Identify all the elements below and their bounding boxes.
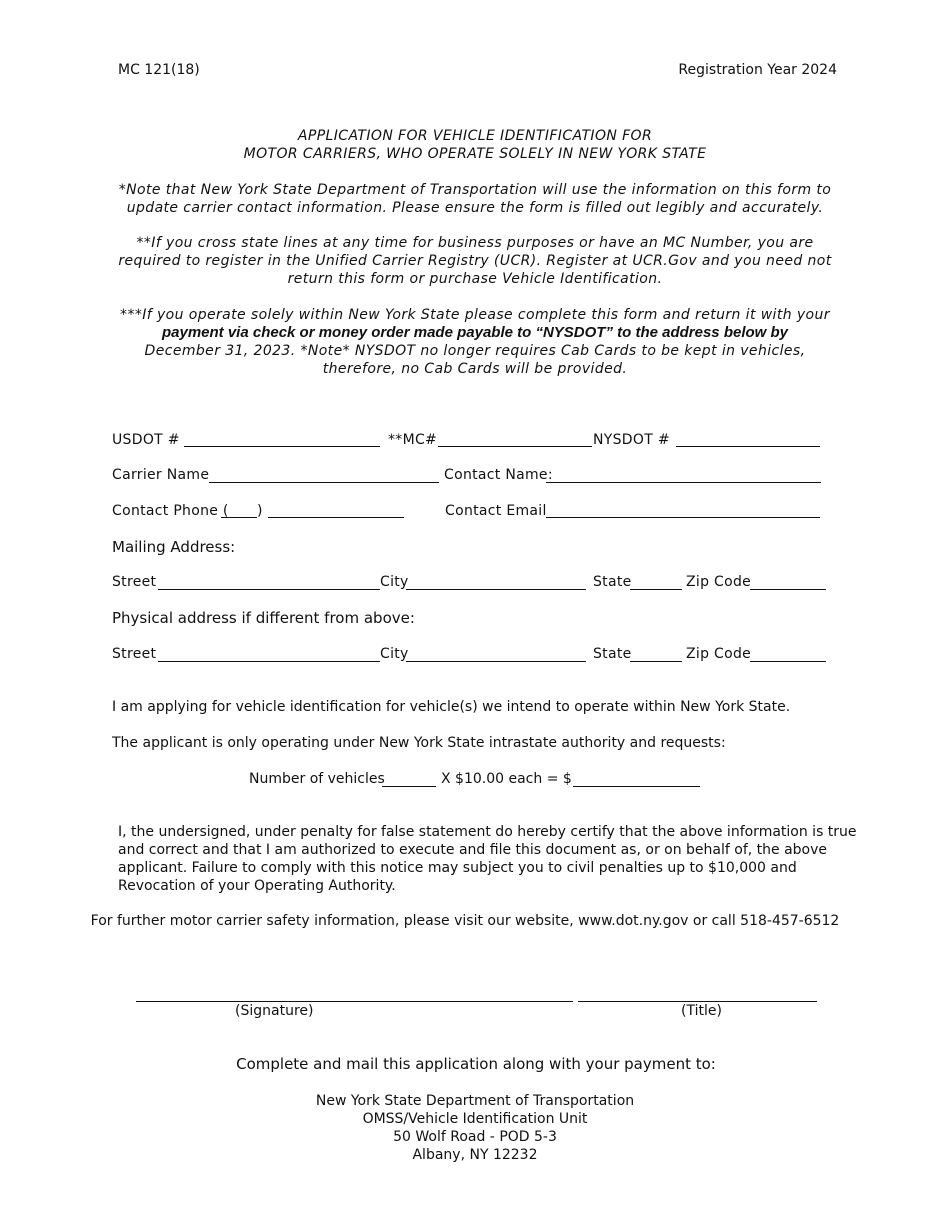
- physical-state-field[interactable]: [630, 661, 682, 662]
- mailing-city-label: City: [380, 574, 409, 590]
- address-line: 50 Wolf Road - POD 5-3: [393, 1129, 557, 1145]
- nysdot-label: NYSDOT #: [593, 432, 670, 448]
- note-line: update carrier contact information. Please ensure the form is filled out legibly and accurately.: [126, 200, 824, 216]
- note-line: return this form or purchase Vehicle Identification.: [287, 271, 663, 287]
- certification-paragraph: [118, 823, 857, 895]
- contact-phone-label: Contact Phone (: [112, 503, 229, 519]
- certification-line: Revocation of your Operating Authority.: [118, 878, 396, 894]
- physical-street-label: Street: [112, 646, 157, 662]
- mailing-zip-label: Zip Code: [686, 574, 752, 590]
- physical-zip-field[interactable]: [750, 661, 826, 662]
- form-title-line: APPLICATION FOR VEHICLE IDENTIFICATION FOR: [297, 128, 653, 144]
- mc-field[interactable]: [438, 446, 592, 447]
- applying-statement: I am applying for vehicle identification for vehicle(s) we intend to operate within New York State.: [112, 699, 791, 715]
- physical-city-label: City: [380, 646, 409, 662]
- mailing-street-label: Street: [112, 574, 157, 590]
- mc-label: **MC#: [388, 432, 438, 448]
- mailing-city-field[interactable]: [406, 589, 586, 590]
- form-title: [0, 127, 950, 163]
- contact-phone-paren: ): [257, 503, 263, 519]
- title-label: (Title): [681, 1003, 722, 1019]
- usdot-label: USDOT #: [112, 432, 180, 448]
- mailing-address: [0, 1092, 950, 1164]
- note-line-bold: payment via check or money order made payable to “NYSDOT” to the address below by: [161, 324, 788, 341]
- usdot-field[interactable]: [184, 446, 380, 447]
- carrier-name-label: Carrier Name: [112, 467, 210, 483]
- intrastate-statement: The applicant is only operating under New York State intrastate authority and requests:: [112, 735, 726, 751]
- address-line: New York State Department of Transportation: [315, 1093, 635, 1109]
- total-amount-field[interactable]: [573, 786, 700, 787]
- registration-year: Registration Year 2024: [678, 62, 837, 78]
- nysdot-field[interactable]: [676, 446, 820, 447]
- signature-field[interactable]: [136, 1001, 573, 1002]
- contact-name-label: Contact Name:: [444, 467, 553, 483]
- contact-email-label: Contact Email: [445, 503, 547, 519]
- carrier-name-field[interactable]: [209, 482, 439, 483]
- num-vehicles-field[interactable]: [382, 786, 436, 787]
- mailing-street-field[interactable]: [158, 589, 380, 590]
- certification-line: and correct and that I am authorized to execute and file this document as, or on behalf of, the above: [118, 842, 828, 858]
- physical-city-field[interactable]: [406, 661, 586, 662]
- mailing-zip-field[interactable]: [750, 589, 826, 590]
- note-line: *Note that New York State Department of Transportation will use the information on this form to: [118, 182, 832, 198]
- physical-address-heading: Physical address if different from above:: [112, 609, 415, 627]
- note-line: December 31, 2023. *Note* NYSDOT no longer requires Cab Cards to be kept in vehicles,: [144, 343, 806, 359]
- mailing-state-field[interactable]: [630, 589, 682, 590]
- address-line: OMSS/Vehicle Identification Unit: [362, 1111, 588, 1127]
- note-line: **If you cross state lines at any time for business purposes or have an MC Number, you are: [136, 235, 814, 251]
- contact-phone-field[interactable]: [268, 517, 404, 518]
- contact-email-field[interactable]: [546, 517, 820, 518]
- phone-area-code-field[interactable]: [221, 517, 257, 518]
- mailing-instruction: Complete and mail this application along with your payment to:: [236, 1055, 716, 1073]
- note-ucr: [0, 234, 950, 288]
- note-line: required to register in the Unified Carrier Registry (UCR). Register at UCR.Gov and you need not: [118, 253, 832, 269]
- form-id: MC 121(18): [118, 62, 200, 78]
- note-line: ***If you operate solely within New York State please complete this form and return it with your: [120, 307, 830, 323]
- signature-label: (Signature): [235, 1003, 314, 1019]
- certification-line: applicant. Failure to comply with this notice may subject you to civil penalties up to $10,000 and: [118, 860, 797, 876]
- physical-state-label: State: [593, 646, 632, 662]
- contact-name-field[interactable]: [546, 482, 821, 483]
- num-vehicles-label: Number of vehicles: [249, 771, 385, 787]
- note-line: therefore, no Cab Cards will be provided.: [322, 361, 628, 377]
- certification-line: I, the undersigned, under penalty for false statement do hereby certify that the above information is true: [118, 824, 857, 840]
- title-field[interactable]: [578, 1001, 817, 1002]
- price-label: X $10.00 each = $: [441, 771, 572, 787]
- note-contact-info: [0, 181, 950, 217]
- mailing-state-label: State: [593, 574, 632, 590]
- address-line: Albany, NY 12232: [412, 1147, 538, 1163]
- form-title-line: MOTOR CARRIERS, WHO OPERATE SOLELY IN NEW YORK STATE: [243, 146, 707, 162]
- physical-street-field[interactable]: [158, 661, 380, 662]
- physical-zip-label: Zip Code: [686, 646, 752, 662]
- website-line: For further motor carrier safety information, please visit our website, www.dot.ny.gov or call 518-457-6512: [90, 913, 840, 929]
- mailing-address-heading: Mailing Address:: [112, 538, 236, 556]
- note-payment: [0, 306, 950, 378]
